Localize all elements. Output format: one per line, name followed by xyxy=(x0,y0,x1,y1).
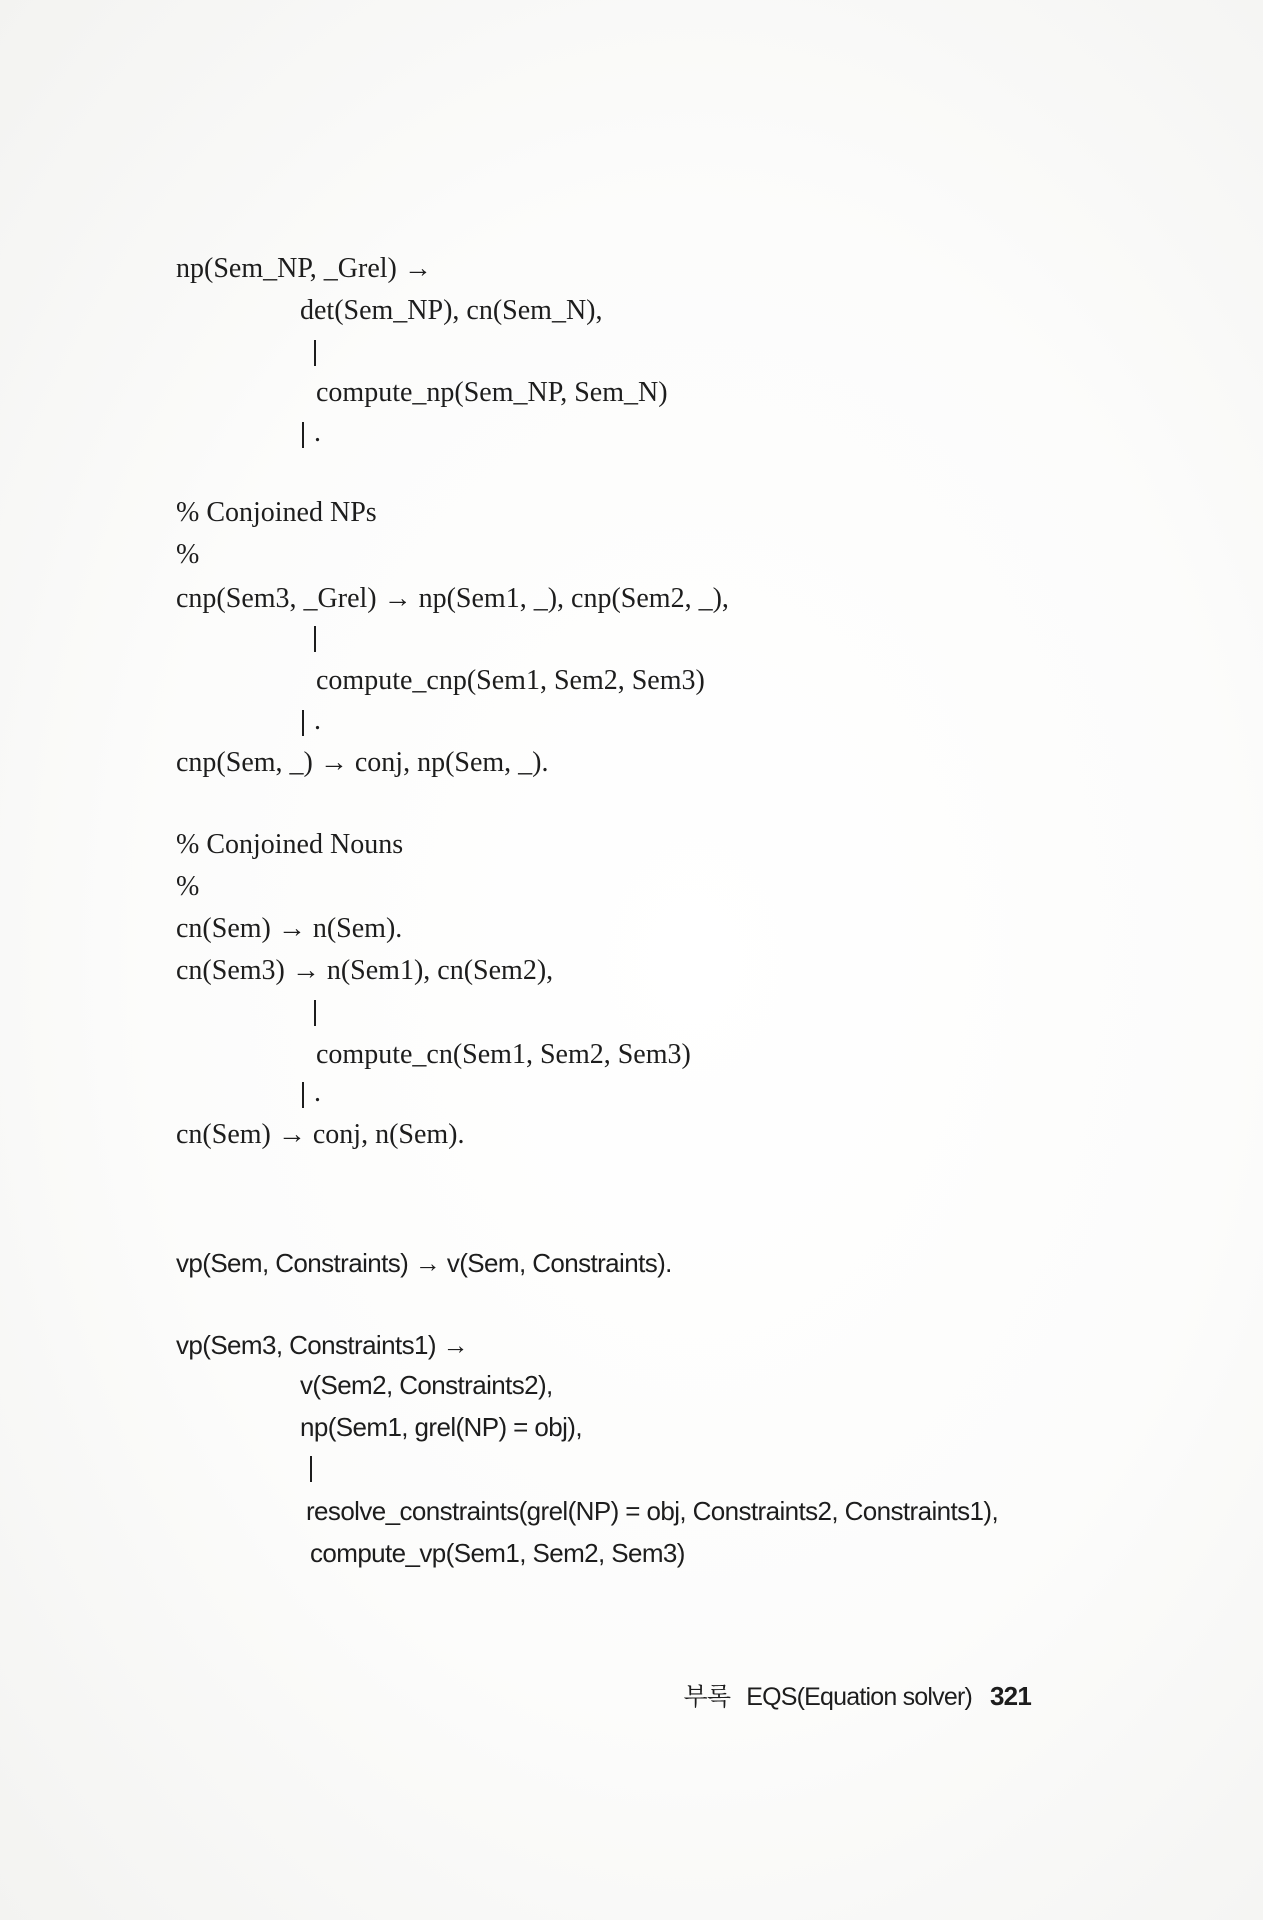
open-brace-bar xyxy=(314,340,316,366)
code-line: compute_np(Sem_NP, Sem_N) xyxy=(316,377,668,408)
comment-line: % xyxy=(176,539,200,570)
footer-section-label: 부록 xyxy=(683,1683,731,1711)
code-line: compute_vp(Sem1, Sem2, Sem3) xyxy=(310,1538,685,1568)
open-brace-bar xyxy=(314,1000,316,1026)
code-line: cnp(Sem3, _Grel) → np(Sem1, _), cnp(Sem2, _), xyxy=(176,583,729,614)
comment-line: % Conjoined Nouns xyxy=(176,829,404,860)
period: . xyxy=(314,705,321,736)
close-brace-bar xyxy=(302,710,304,736)
open-brace-bar xyxy=(310,1456,312,1482)
code-line: np(Sem_NP, _Grel) → xyxy=(176,253,432,284)
page-number: 321 xyxy=(990,1681,1031,1711)
close-brace-bar xyxy=(302,422,304,448)
period: . xyxy=(314,1077,321,1108)
open-brace-bar xyxy=(314,626,316,652)
code-line: compute_cn(Sem1, Sem2, Sem3) xyxy=(316,1039,691,1070)
code-line: cn(Sem) → conj, n(Sem). xyxy=(176,1119,465,1150)
code-line: resolve_constraints(grel(NP) = obj, Constraints2, Constraints1), xyxy=(306,1496,999,1526)
code-line: v(Sem2, Constraints2), xyxy=(300,1370,553,1400)
code-line: vp(Sem, Constraints) → v(Sem, Constraints). xyxy=(176,1248,672,1278)
code-line: vp(Sem3, Constraints1) → xyxy=(176,1330,468,1360)
comment-line: % Conjoined NPs xyxy=(176,497,377,528)
close-brace-bar xyxy=(302,1082,304,1108)
code-line: np(Sem1, grel(NP) = obj), xyxy=(300,1412,582,1442)
code-line: det(Sem_NP), cn(Sem_N), xyxy=(300,295,603,326)
code-line: cn(Sem) → n(Sem). xyxy=(176,913,403,944)
code-line: cn(Sem3) → n(Sem1), cn(Sem2), xyxy=(176,955,554,986)
code-line: compute_cnp(Sem1, Sem2, Sem3) xyxy=(316,665,705,696)
comment-line: % xyxy=(176,871,200,902)
period: . xyxy=(314,417,321,448)
code-line: cnp(Sem, _) → conj, np(Sem, _). xyxy=(176,747,549,778)
page-footer xyxy=(659,1648,1031,1745)
footer-section-title: EQS(Equation solver) xyxy=(746,1683,973,1711)
